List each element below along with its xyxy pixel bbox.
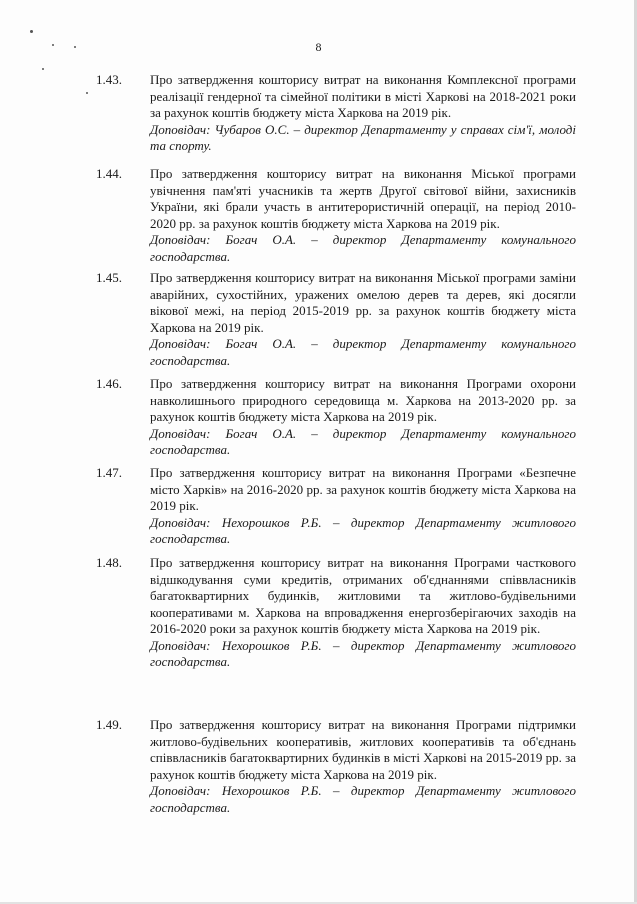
item-body: [150, 166, 576, 265]
item-number: 1.48.: [96, 555, 122, 570]
item-speaker: Доповідач: Нехорошков Р.Б. – директор Департаменту житлового господарства.: [150, 514, 576, 546]
item-text: Про затвердження кошторису витрат на виконання Програми підтримки житлово-будівельних кооперативів, житлових кооперативів та об'єднань співвласників багатоквартирних будинків в місті Харкові на 2015-2019 рр. за рахунок коштів бюджету міста Харкова на 2019 рік.: [150, 717, 577, 782]
scan-speck: [86, 92, 88, 94]
item-text: Про затвердження кошторису витрат на виконання Міської програми увічнення пам'яті учасників та жертв Другої світової війни, захисників України, які брали участь в антитерористичній операції, на період 2010-2020 рр. за рахунок коштів бюджету міста Харкова на 2019 рік.: [150, 166, 576, 231]
item-body: [150, 270, 576, 369]
scan-speck: [30, 30, 33, 33]
item-speaker: Доповідач: Богач О.А. – директор Департаменту комунального господарства.: [150, 425, 576, 457]
agenda-item-1-44: [96, 166, 576, 265]
item-text: Про затвердження кошторису витрат на виконання Програми «Безпечне місто Харків» на 2016-2020 рр. за рахунок коштів бюджету міста Харкова на 2019 рік.: [150, 465, 576, 513]
item-number: 1.43.: [96, 72, 122, 87]
agenda-item-1-46: [96, 376, 576, 459]
item-body: [150, 376, 576, 459]
agenda-item-1-48: [96, 555, 576, 671]
agenda-item-1-45: [96, 270, 576, 369]
item-speaker: Доповідач: Чубаров О.С. – директор Департаменту у справах сім'ї, молоді та спорту.: [150, 121, 576, 153]
item-speaker: Доповідач: Нехорошков Р.Б. – директор Департаменту житлового господарства.: [150, 783, 576, 815]
item-body: [150, 72, 576, 155]
page-number: 8: [315, 40, 322, 54]
item-number: 1.45.: [96, 270, 122, 285]
item-body: [150, 555, 576, 671]
item-number: 1.47.: [96, 465, 122, 480]
item-body: [150, 717, 576, 816]
agenda-item-1-43: [96, 72, 576, 155]
agenda-item-1-47: [96, 465, 576, 548]
item-speaker: Доповідач: Богач О.А. – директор Департаменту комунального господарства.: [150, 232, 576, 264]
item-speaker: Доповідач: Богач О.А. – директор Департаменту комунального господарства.: [150, 336, 576, 368]
item-number: 1.44.: [96, 166, 122, 181]
item-speaker: Доповідач: Нехорошков Р.Б. – директор Департаменту житлового господарства.: [150, 637, 576, 669]
scan-speck: [42, 68, 44, 70]
item-text: Про затвердження кошторису витрат на виконання Комплексної програми реалізації гендерної та сімейної політики в місті Харкові на 2018-2021 роки за рахунок коштів бюджету міста Харкова на 2019 рік.: [150, 72, 576, 120]
item-text: Про затвердження кошторису витрат на виконання Програми часткового відшкодування суми кредитів, отриманих об'єднаннями співвласників багатоквартирних будинків, житловими та житлово-будівельними кооперативами м. Харкова на впровадження енергозберігаючих заходів на 2016-2020 роки за рахунок коштів бюджету міста Харкова на 2019 рік.: [150, 555, 576, 636]
item-number: 1.46.: [96, 376, 122, 391]
item-number: 1.49.: [96, 717, 122, 732]
item-body: [150, 465, 576, 548]
agenda-item-1-49: [96, 717, 576, 816]
item-text: Про затвердження кошторису витрат на виконання Програми охорони навколишнього природного середовища м. Харкова на 2013-2020 рр. за рахунок коштів бюджету міста Харкова на 2019 рік.: [150, 376, 576, 424]
item-text: Про затвердження кошторису витрат на виконання Міської програми заміни аварійних, сухостійних, уражених омелою дерев та дерев, які досягли вікової межі, на період 2015-2019 рр. за рахунок коштів бюджету міста Харкова на 2019 рік.: [150, 270, 576, 335]
